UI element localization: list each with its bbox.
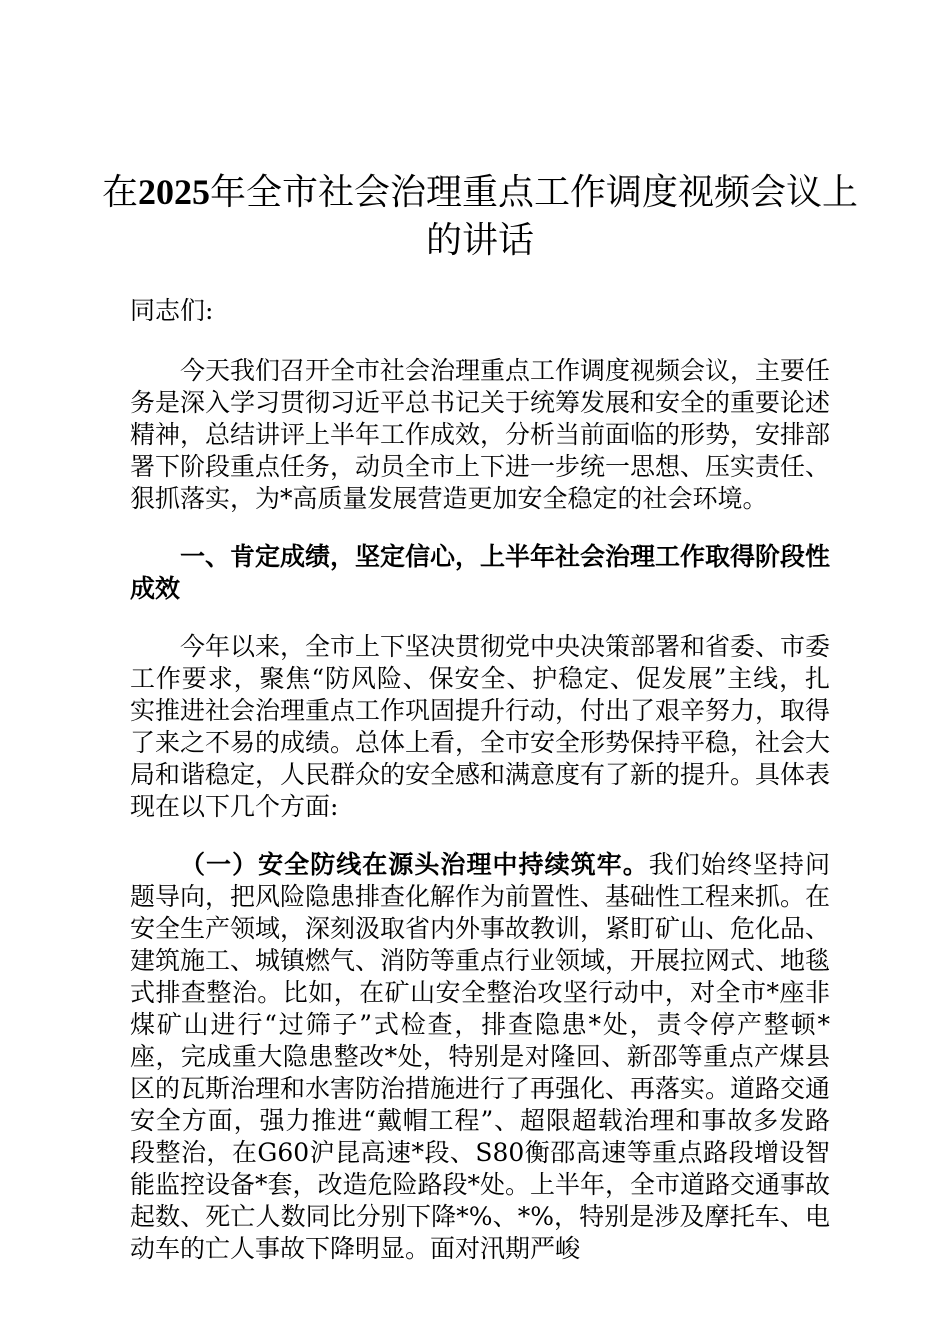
section-heading-1: 一、肯定成绩，坚定信心，上半年社会治理工作取得阶段性成效 <box>130 542 831 603</box>
subsection1-paragraph <box>130 849 830 1265</box>
title-year: 2025 <box>138 172 210 212</box>
subsection1-body: 我们始终坚持问题导向，把风险隐患排查化解作为前置性、基础性工程来抓。在安全生产领域，深刻汲取省内外事故教训，紧盯矿山、危化品、建筑施工、城镇燃气、消防等重点行业领域，开展拉网式、地毯式排查整治。比如，在矿山安全整治攻坚行动中，对全市*座非煤矿山进行“过筛子”式检查，排查隐患*处，责令停产整顿*座，完成重大隐患整改*处，特别是对隆回、新邵等重点产煤县区的瓦斯治理和水害防治措施进行了再强化、再落实。道路交通安全方面，强力推进“戴帽工程”、超限超载治理和事故多发路段整治，在G60沪昆高速*段、S80衡邵高速等重点路段增设智能监控设备*套，改造危险路段*处。上半年，全市道路交通事故起数、死亡人数同比分别下降*%、*%，特别是涉及摩托车、电动车的亡人事故下降明显。面对汛期严峻 <box>130 850 831 1263</box>
greeting: 同志们: <box>130 296 214 325</box>
document-page <box>101 168 859 1265</box>
subsection1-lead: （一）安全防线在源头治理中持续筑牢。 <box>180 850 649 879</box>
intro-paragraph: 今天我们召开全市社会治理重点工作调度视频会议，主要任务是深入学习贯彻习近平总书记关于统筹发展和安全的重要论述精神，总结讲评上半年工作成效，分析当前面临的形势，安排部署下阶段重点任务，动员全市上下进一步统一思想、压实责任、狠抓落实，为*高质量发展营造更加安全稳定的社会环境。 <box>130 356 831 513</box>
title-suffix: 年全市社会治理重点工作调度视频会议上的讲话 <box>210 172 859 261</box>
document-title <box>100 168 860 265</box>
section1-paragraph: 今年以来，全市上下坚决贯彻党中央决策部署和省委、市委工作要求，聚焦“防风险、保安全、护稳定、促发展”主线，扎实推进社会治理重点工作巩固提升行动，付出了艰辛努力，取得了来之不易的成绩。总体上看，全市安全形势保持平稳，社会大局和谐稳定，人民群众的安全感和满意度有了新的提升。具体表现在以下几个方面: <box>130 632 831 821</box>
title-prefix: 在 <box>101 172 138 213</box>
